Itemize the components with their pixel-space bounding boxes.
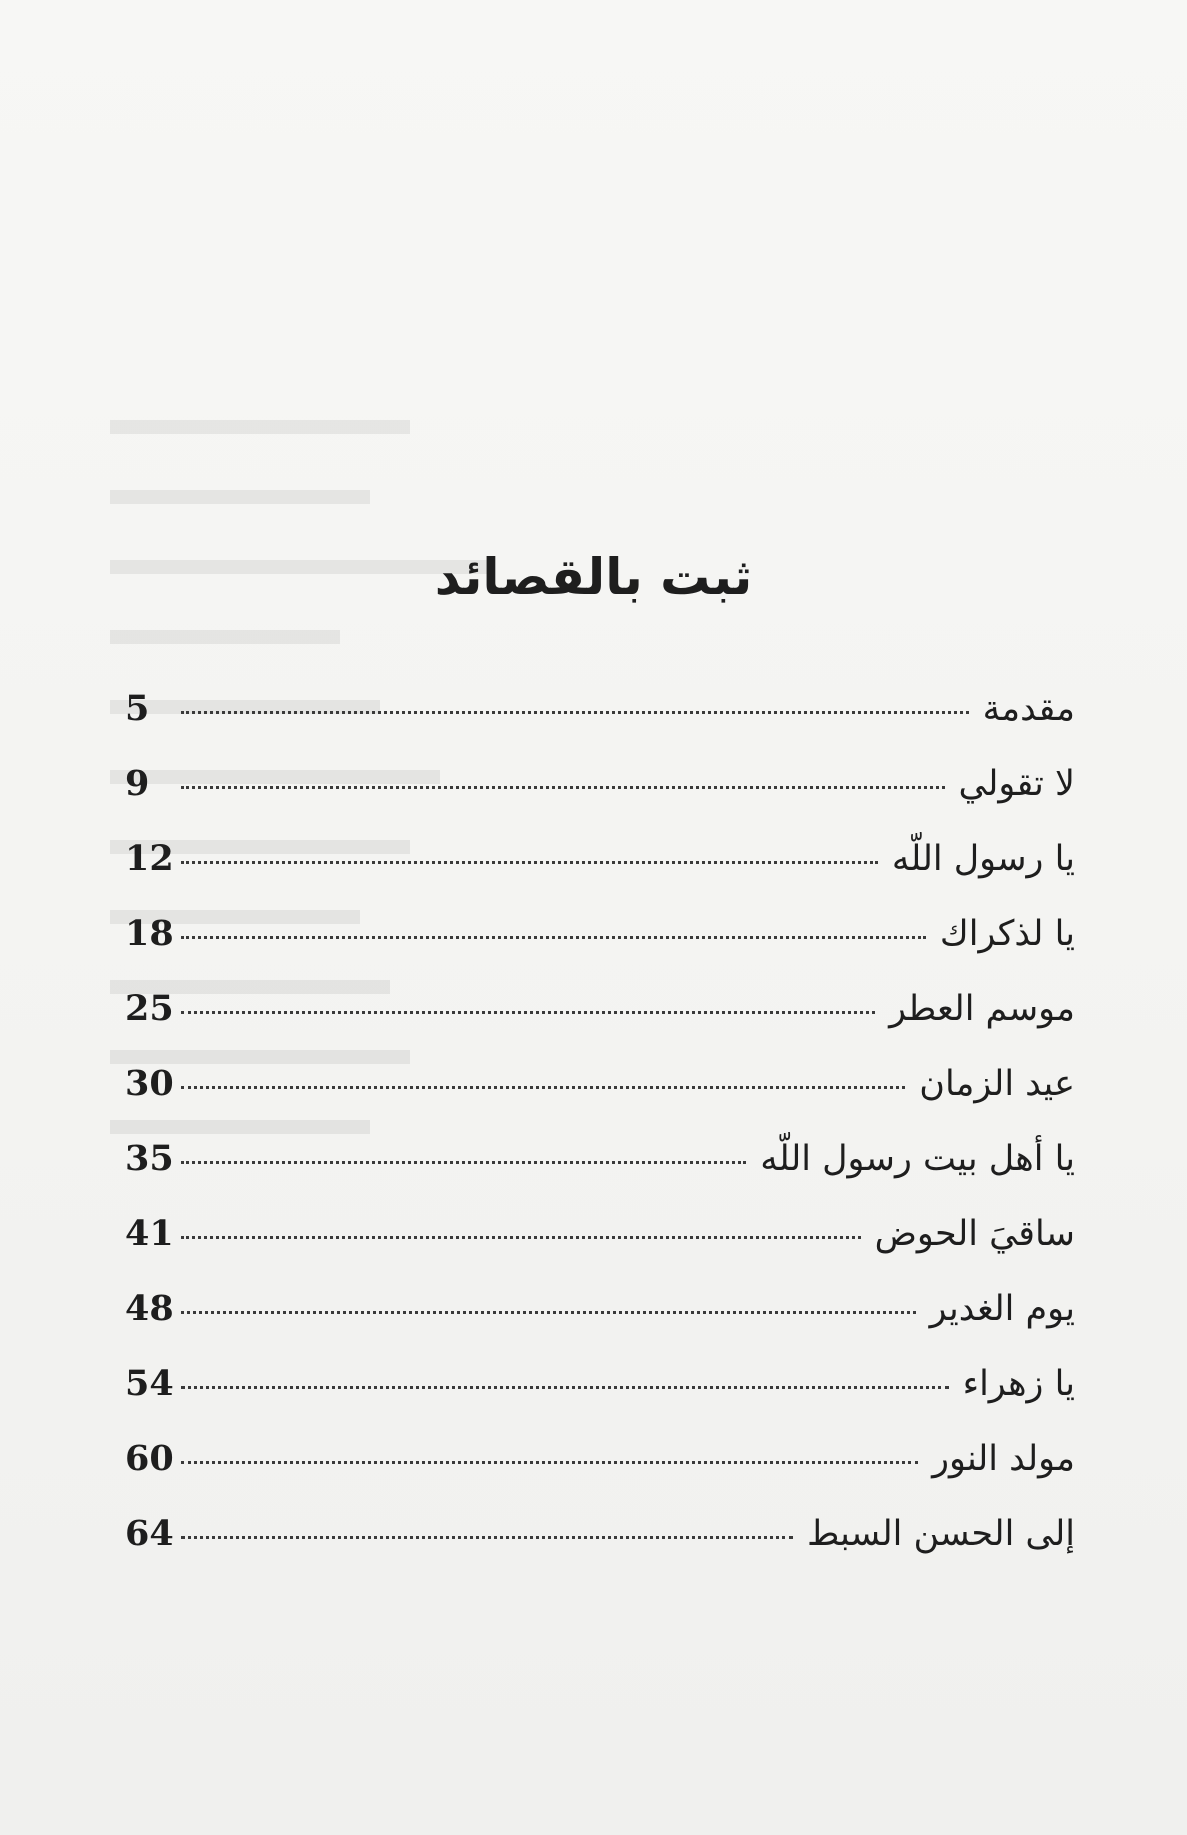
- toc-entry: [125, 913, 1075, 988]
- toc-entry-title: يا زهراء: [962, 1364, 1075, 1404]
- toc-dot-leader: [181, 1311, 916, 1314]
- toc-page-number: 5: [125, 688, 150, 729]
- toc-dot-leader: [181, 1011, 875, 1014]
- toc-dot-leader: [181, 1386, 949, 1389]
- toc-page-number: 41: [125, 1213, 174, 1254]
- toc-dot-leader: [181, 711, 969, 714]
- toc-entry: [125, 1063, 1075, 1138]
- toc-entry-title: مولد النور: [932, 1439, 1075, 1479]
- table-of-contents: [125, 688, 1075, 1588]
- toc-entry-title: عيد الزمان: [919, 1064, 1075, 1104]
- toc-dot-leader: [181, 1536, 793, 1539]
- toc-entry: [125, 1363, 1075, 1438]
- toc-entry: [125, 1138, 1075, 1213]
- toc-entry-title: يا رسول اللّه: [891, 839, 1075, 879]
- toc-page-number: 30: [125, 1063, 174, 1104]
- toc-dot-leader: [181, 861, 878, 864]
- toc-dot-leader: [181, 1461, 918, 1464]
- toc-entry-title: لا تقولي: [958, 764, 1075, 804]
- toc-entry-title: يا أهل بيت رسول اللّه: [760, 1139, 1075, 1179]
- toc-dot-leader: [181, 1236, 861, 1239]
- toc-page-number: 9: [125, 763, 150, 804]
- toc-dot-leader: [181, 1086, 905, 1089]
- toc-entry: [125, 763, 1075, 838]
- toc-dot-leader: [181, 786, 945, 789]
- toc-page-number: 54: [125, 1363, 174, 1404]
- toc-entry: [125, 1438, 1075, 1513]
- page-title: ثبت بالقصائد: [434, 548, 753, 606]
- toc-entry-title: مقدمة: [982, 689, 1075, 729]
- toc-dot-leader: [181, 1161, 746, 1164]
- toc-page-number: 12: [125, 838, 174, 879]
- toc-page-number: 48: [125, 1288, 174, 1329]
- toc-entry-title: يوم الغدير: [929, 1289, 1075, 1329]
- toc-page-number: 60: [125, 1438, 174, 1479]
- toc-entry-title: ساقيَ الحوض: [874, 1214, 1075, 1254]
- toc-entry-title: موسم العطر: [889, 989, 1075, 1029]
- toc-entry: [125, 838, 1075, 913]
- toc-entry: [125, 1288, 1075, 1363]
- toc-entry-title: إلى الحسن السبط: [806, 1514, 1075, 1554]
- toc-entry: [125, 1513, 1075, 1588]
- toc-entry: [125, 688, 1075, 763]
- toc-entry: [125, 988, 1075, 1063]
- toc-page-number: 25: [125, 988, 174, 1029]
- toc-entry: [125, 1213, 1075, 1288]
- toc-page-number: 35: [125, 1138, 174, 1179]
- toc-page-number: 18: [125, 913, 174, 954]
- toc-entry-title: يا لذكراك: [939, 914, 1075, 954]
- toc-dot-leader: [181, 936, 926, 939]
- toc-page-number: 64: [125, 1513, 174, 1554]
